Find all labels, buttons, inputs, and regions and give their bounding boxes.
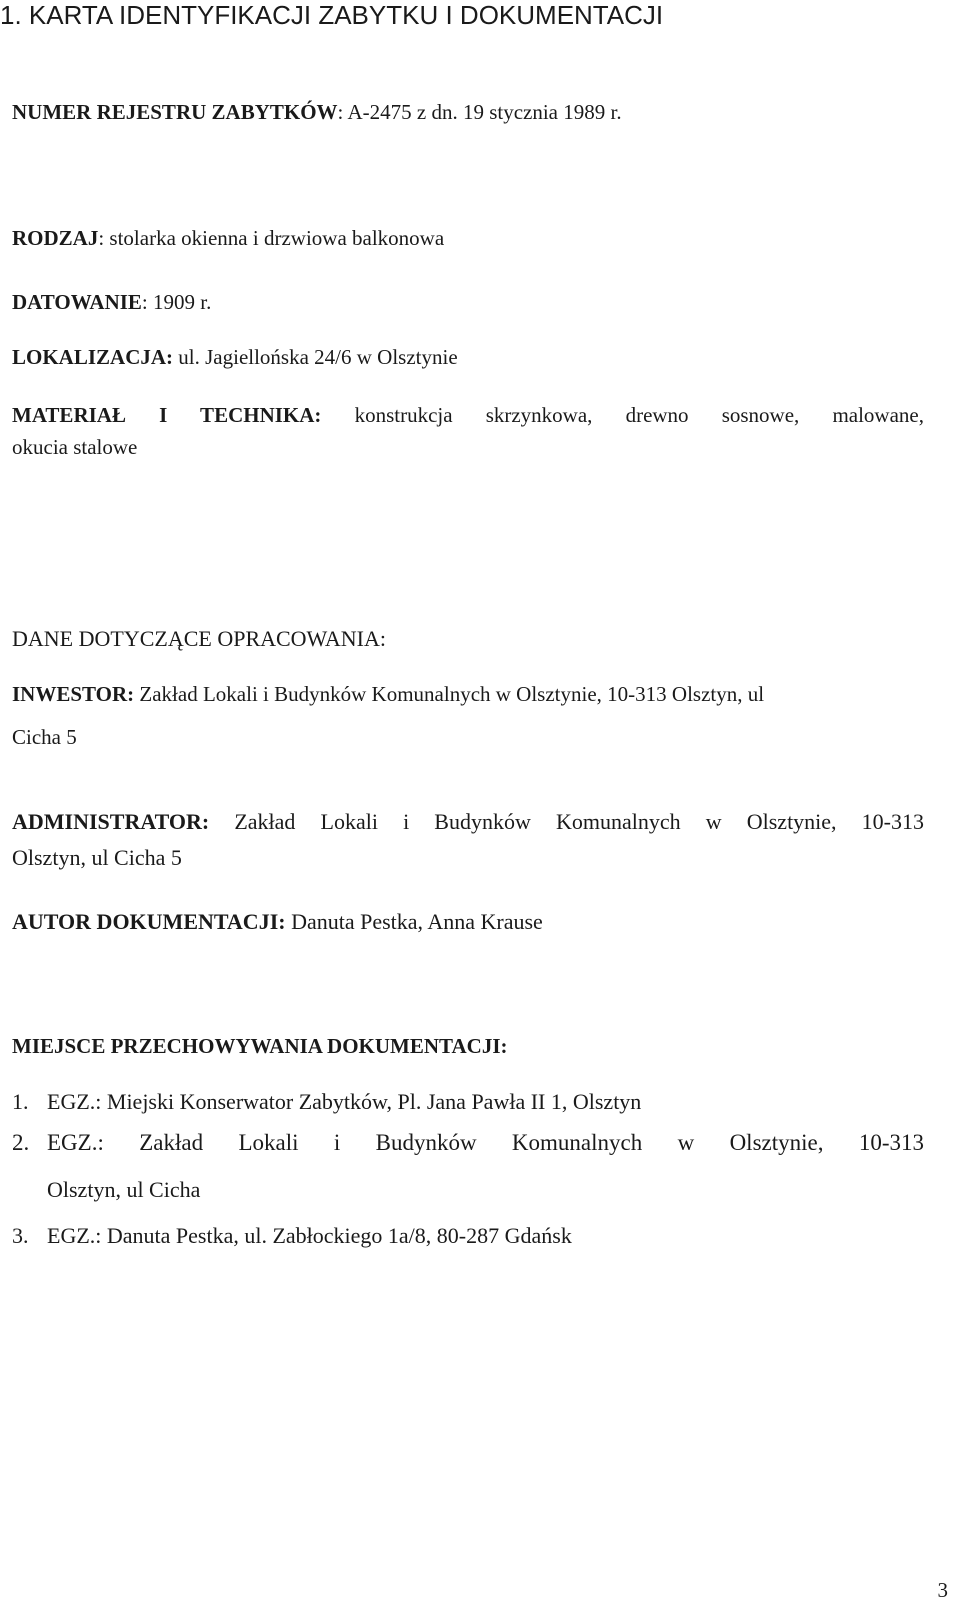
location-label: LOKALIZACJA: (12, 345, 174, 369)
author-line (12, 909, 543, 935)
type-label: RODZAJ (12, 226, 99, 250)
section-heading: DANE DOTYCZĄCE OPRACOWANIA: (12, 626, 386, 651)
administrator-line-1 (12, 809, 924, 835)
investor-value-line1: Zakład Lokali i Budynków Komunalnych w Olsztynie, 10-313 Olsztyn, ul (134, 682, 765, 706)
page-number: 3 (937, 1578, 948, 1602)
storage-item-2-text-line2: Olsztyn, ul Cicha (47, 1177, 201, 1202)
storage-item-1-number: 1. (12, 1089, 29, 1114)
material-value-line2: okucia stalowe (12, 435, 138, 459)
administrator-label: ADMINISTRATOR: (12, 809, 210, 834)
investor-line-1 (12, 682, 764, 707)
storage-item-2-text-line1: EGZ.: Zakład Lokali i Budynków Komunalnych w Olsztynie, 10-313 (47, 1130, 924, 1155)
storage-item-3 (12, 1223, 924, 1253)
registry-label: NUMER REJESTRU ZABYTKÓW (12, 100, 338, 124)
type-line (12, 226, 444, 251)
author-value: Danuta Pestka, Anna Krause (285, 909, 543, 934)
storage-item-1-text: EGZ.: Miejski Konserwator Zabytków, Pl. Jana Pawła II 1, Olsztyn (47, 1089, 642, 1114)
type-value: : stolarka okienna i drzwiowa balkonowa (98, 226, 445, 250)
material-label: MATERIAŁ I TECHNIKA: (12, 403, 322, 427)
location-value: ul. Jagiellońska 24/6 w Olsztynie (173, 345, 458, 369)
storage-item-3-text: EGZ.: Danuta Pestka, ul. Zabłockiego 1a/8, 80-287 Gdańsk (47, 1223, 572, 1248)
storage-item-2 (12, 1130, 924, 1160)
document-title: 1. KARTA IDENTYFIKACJI ZABYTKU I DOKUMENTACJI (0, 0, 664, 30)
registry-line (12, 100, 622, 125)
dating-value: : 1909 r. (141, 290, 212, 314)
registry-value: : A-2475 z dn. 19 stycznia 1989 r. (337, 100, 622, 124)
dating-label: DATOWANIE (12, 290, 142, 314)
investor-value-line2: Cicha 5 (12, 725, 77, 749)
material-line-1 (12, 403, 924, 428)
administrator-value-line2: Olsztyn, ul Cicha 5 (12, 845, 182, 870)
storage-heading: MIEJSCE PRZECHOWYWANIA DOKUMENTACJI: (12, 1034, 508, 1058)
location-line (12, 345, 458, 370)
storage-item-2-number: 2. (12, 1130, 30, 1155)
material-value-line1: konstrukcja skrzynkowa, drewno sosnowe, malowane, (321, 403, 924, 427)
administrator-value-line1: Zakład Lokali i Budynków Komunalnych w Olsztynie, 10-313 (209, 809, 924, 834)
investor-label: INWESTOR: (12, 682, 135, 706)
author-label: AUTOR DOKUMENTACJI: (12, 909, 286, 934)
dating-line (12, 290, 211, 315)
storage-item-1 (12, 1089, 924, 1119)
storage-item-3-number: 3. (12, 1223, 29, 1248)
